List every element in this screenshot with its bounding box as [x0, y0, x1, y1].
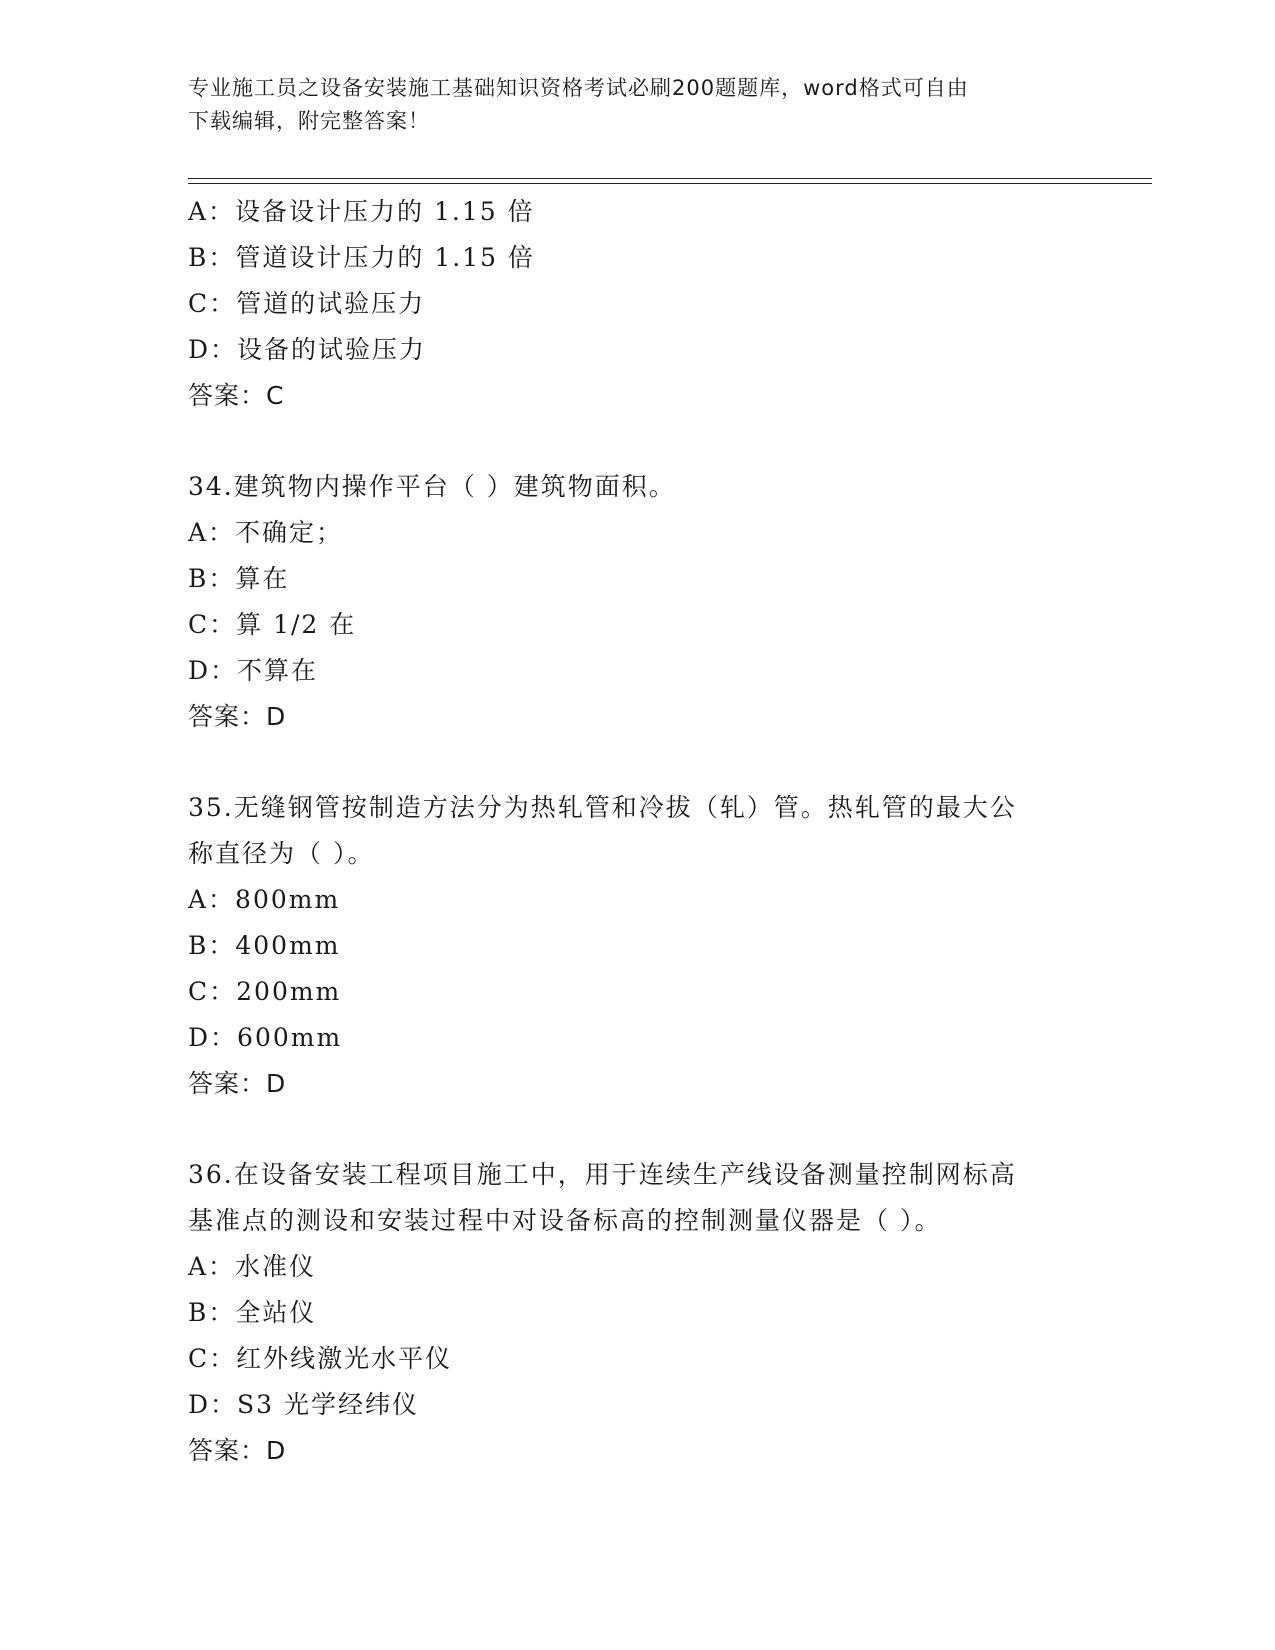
- option-d: D：设备的试验压力: [188, 335, 427, 364]
- option-c: C：200mm: [188, 977, 342, 1006]
- question-block: [188, 1152, 1088, 1474]
- option-a: A：800mm: [188, 885, 341, 914]
- answer: 答案：C: [188, 381, 285, 410]
- question-block: [188, 464, 1088, 740]
- question-text: 称直径为（ ）。: [188, 839, 375, 868]
- question-block: [188, 189, 1088, 419]
- option-a: A：水准仪: [188, 1252, 317, 1281]
- option-b: B：400mm: [188, 931, 341, 960]
- option-a: A：设备设计压力的 1.15 倍: [188, 197, 535, 226]
- option-c: C：算 1/2 在: [188, 610, 357, 639]
- option-d: D：不算在: [188, 656, 319, 685]
- question-list: [188, 189, 1088, 1474]
- answer: 答案：D: [188, 1069, 287, 1098]
- question-text: 35.无缝钢管按制造方法分为热轧管和冷拔（轧）管。热轧管的最大公: [188, 793, 1017, 822]
- header-divider-bottom: [188, 183, 1152, 184]
- answer: 答案：D: [188, 702, 287, 731]
- option-d: D：600mm: [188, 1023, 343, 1052]
- option-b: B：算在: [188, 564, 290, 593]
- block-spacer: [188, 419, 1088, 464]
- header-title-line-2: 下载编辑，附完整答案！: [188, 109, 430, 133]
- question-text: 基准点的测设和安装过程中对设备标高的控制测量仪器是（ ）。: [188, 1206, 942, 1235]
- option-b: B：全站仪: [188, 1298, 317, 1327]
- option-b: B：管道设计压力的 1.15 倍: [188, 243, 535, 272]
- question-text: 34.建筑物内操作平台（ ）建筑物面积。: [188, 472, 676, 501]
- document-header: [188, 72, 1068, 138]
- header-title-line-1: 专业施工员之设备安装施工基础知识资格考试必刷200题题库，word格式可自由: [188, 76, 969, 100]
- question-block: [188, 785, 1088, 1107]
- option-c: C：管道的试验压力: [188, 289, 426, 318]
- option-d: D：S3 光学经纬仪: [188, 1390, 420, 1419]
- answer: 答案：D: [188, 1436, 287, 1465]
- option-c: C：红外线激光水平仪: [188, 1344, 453, 1373]
- option-a: A：不确定；: [188, 518, 344, 547]
- question-text: 36.在设备安装工程项目施工中，用于连续生产线设备测量控制网标高: [188, 1160, 1017, 1189]
- block-spacer: [188, 740, 1088, 785]
- block-spacer: [188, 1107, 1088, 1152]
- header-divider-top: [188, 178, 1152, 179]
